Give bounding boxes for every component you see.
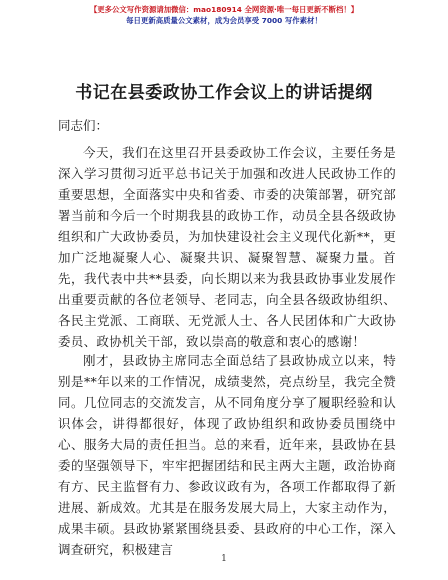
- promo-banner-line-1: 【更多公文写作资源请加微信：mao180914 全网资源·唯一每日更新不断档！】: [89, 5, 359, 14]
- body-paragraph: 今天，我们在这里召开县委政协工作会议，主要任务是深入学习贯彻习近平总书记关于加强和改进人民政协工作的重要思想，全面落实中央和省委、市委的决策部署，研究部署当前和今后一个时期我县的政协工作，动员全县各级政协组织和广大政协委员，为加快建设社会主义现代化新**，更加广泛地凝聚人心、凝聚共识、凝聚智慧、凝聚力量。首先，我代表中共**县委，向长期以来为我县政协事业发展作出重要贡献的各位老领导、老同志，向全县各级政协组织、各民主党派、工商联、无党派人士、各人民团体和广大政协委员、政协机关干部，致以崇高的敬意和衷心的感谢！: [58, 145, 396, 349]
- promo-banner: [0, 4, 448, 26]
- body-paragraph-1-block: [58, 142, 396, 361]
- promo-banner-line-2: 每日更新高质量公文素材，成为会员享受 7000 写作素材！: [126, 16, 322, 25]
- body-paragraph: 刚才，县政协主席同志全面总结了县政协成立以来，特别是**年以来的工作情况，成绩斐然，亮点纷呈，我完全赞同。几位同志的交流发言，从不同角度分享了履职经验和认识体会，讲得都很好，体现了政协组织和政协委员围绕中心、服务大局的责任担当。总的来看，近年来，县政协在县委的坚强领导下，牢牢把握团结和民主两大主题，政治协商有方、民主监督有力、参政议政有为，各项工作都取得了新进展、新成效。尤其是在服务发展大局上，大家主动作为，成果丰硕。县政协紧紧围绕县委、县政府的中心工作，深入调查研究，积极建言: [58, 353, 396, 557]
- page-number: 1: [221, 554, 227, 564]
- salutation: 同志们：: [58, 118, 109, 133]
- document-title: 书记在县委政协工作会议上的讲话提纲: [75, 83, 373, 103]
- body-paragraph-2-block: [58, 350, 396, 560]
